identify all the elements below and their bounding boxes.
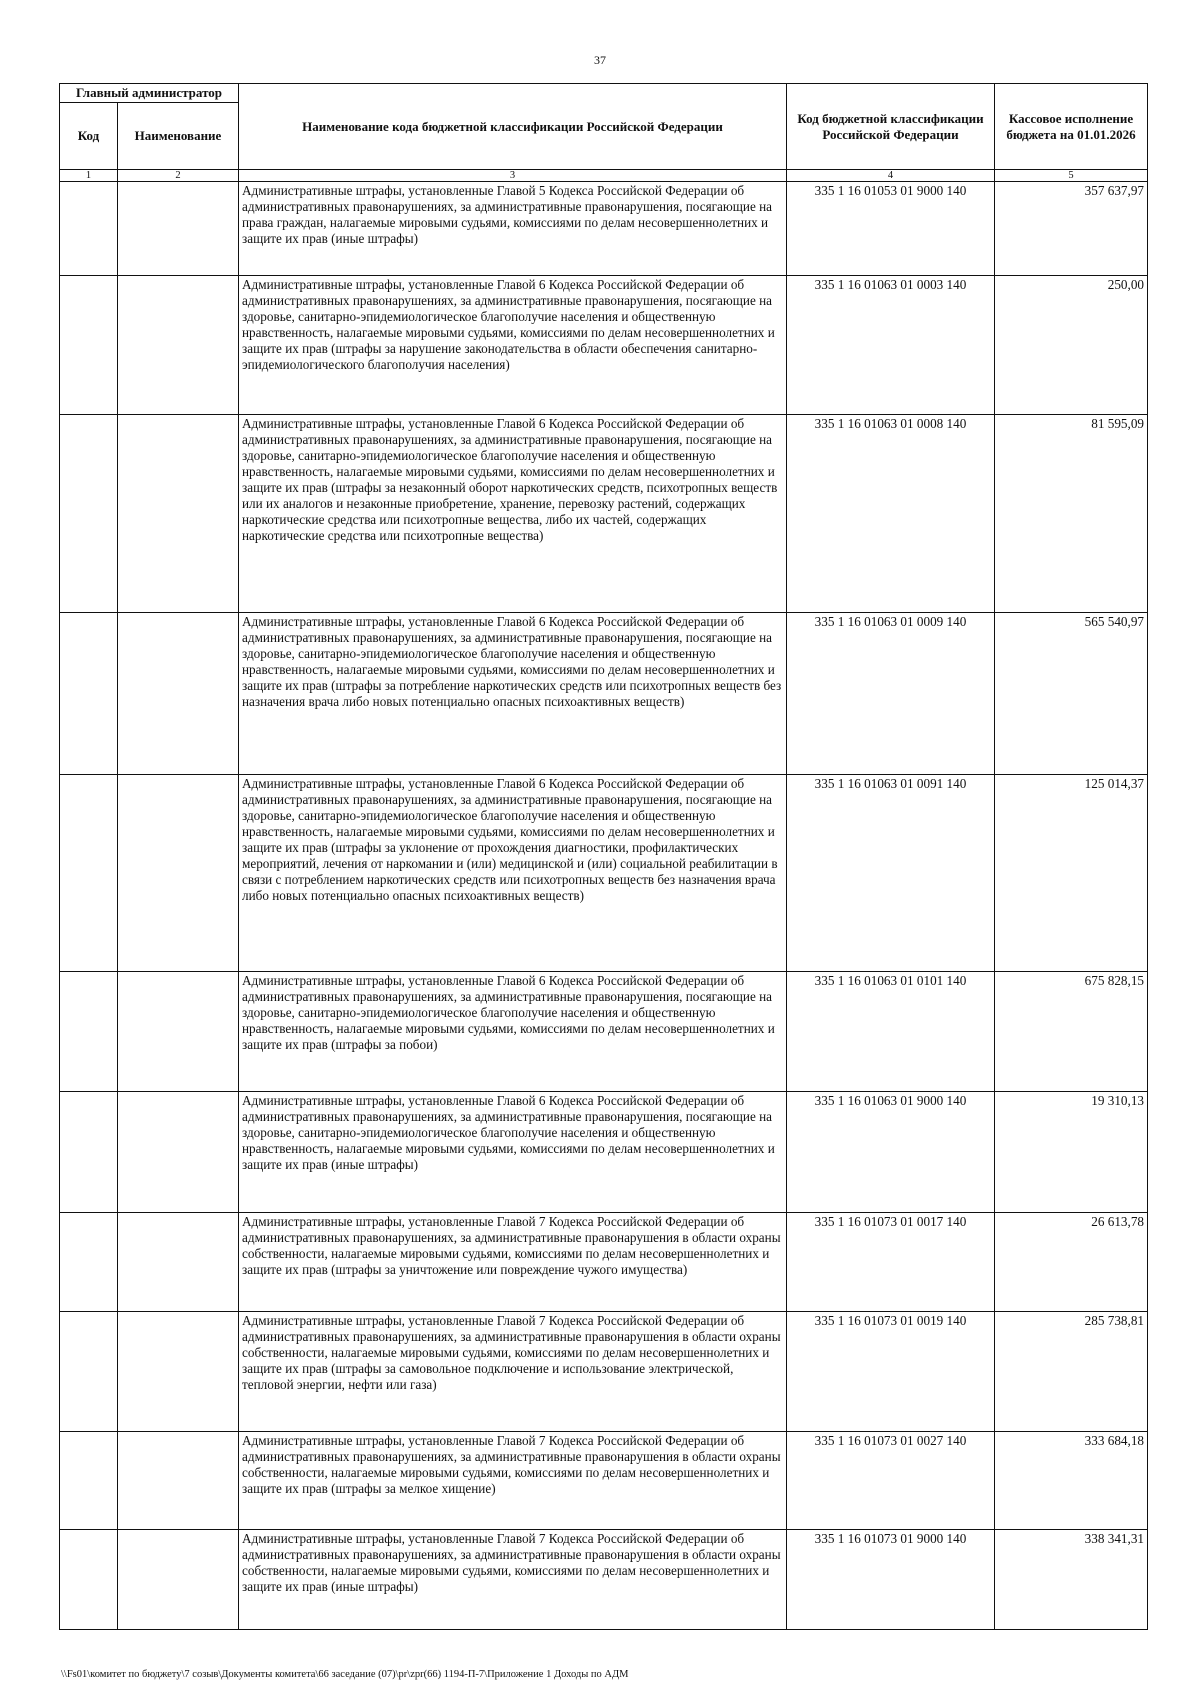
amount-cell: 26 613,78 <box>995 1213 1148 1312</box>
table-row <box>60 1312 1148 1432</box>
admin-code-cell <box>60 1530 118 1630</box>
page-number: 37 <box>594 53 606 67</box>
amount-cell: 565 540,97 <box>995 613 1148 775</box>
amount-cell: 19 310,13 <box>995 1092 1148 1213</box>
admin-code-cell <box>60 1213 118 1312</box>
description-cell: Административные штрафы, установленные Главой 6 Кодекса Российской Федерации об административных правонарушениях, за административные правонарушения, посягающие на здоровье, санитарно-эпидемиологическое благополучие населения и общественную нравственность, налагаемые мировыми судьями, комиссиями по делам несовершеннолетних и защите их прав (штрафы за нарушение законодательства в области обеспечения санитарно-эпидемиологического благополучия населения) <box>239 276 787 415</box>
header-description: Наименование кода бюджетной классификации Российской Федерации <box>239 84 787 170</box>
admin-name-cell <box>118 1213 239 1312</box>
admin-code-cell <box>60 415 118 613</box>
header-main-administrator: Главный администратор <box>60 84 239 103</box>
column-number: 1 <box>60 170 118 182</box>
admin-code-cell <box>60 276 118 415</box>
description-cell: Административные штрафы, установленные Главой 7 Кодекса Российской Федерации об административных правонарушениях, за административные правонарушения в области охраны собственности, налагаемые мировыми судьями, комиссиями по делам несовершеннолетних и защите их прав (штрафы за мелкое хищение) <box>239 1432 787 1530</box>
admin-name-cell <box>118 1312 239 1432</box>
column-number: 5 <box>995 170 1148 182</box>
description-cell: Административные штрафы, установленные Главой 6 Кодекса Российской Федерации об административных правонарушениях, за административные правонарушения, посягающие на здоровье, санитарно-эпидемиологическое благополучие населения и общественную нравственность, налагаемые мировыми судьями, комиссиями по делам несовершеннолетних и защите их прав (иные штрафы) <box>239 1092 787 1213</box>
kbk-code-cell: 335 1 16 01073 01 0017 140 <box>787 1213 995 1312</box>
admin-code-cell <box>60 972 118 1092</box>
kbk-code-cell: 335 1 16 01073 01 9000 140 <box>787 1530 995 1630</box>
table-row <box>60 1432 1148 1530</box>
amount-cell: 675 828,15 <box>995 972 1148 1092</box>
description-cell: Административные штрафы, установленные Главой 6 Кодекса Российской Федерации об административных правонарушениях, за административные правонарушения, посягающие на здоровье, санитарно-эпидемиологическое благополучие населения и общественную нравственность, налагаемые мировыми судьями, комиссиями по делам несовершеннолетних и защите их прав (штрафы за побои) <box>239 972 787 1092</box>
admin-name-cell <box>118 1092 239 1213</box>
kbk-code-cell: 335 1 16 01063 01 9000 140 <box>787 1092 995 1213</box>
admin-code-cell <box>60 613 118 775</box>
amount-cell: 285 738,81 <box>995 1312 1148 1432</box>
kbk-code-cell: 335 1 16 01073 01 0019 140 <box>787 1312 995 1432</box>
kbk-code-cell: 335 1 16 01063 01 0101 140 <box>787 972 995 1092</box>
description-cell: Административные штрафы, установленные Главой 6 Кодекса Российской Федерации об административных правонарушениях, за административные правонарушения, посягающие на здоровье, санитарно-эпидемиологическое благополучие населения и общественную нравственность, налагаемые мировыми судьями, комиссиями по делам несовершеннолетних и защите их прав (штрафы за незаконный оборот наркотических средств, психотропных веществ или их аналогов и незаконные приобретение, хранение, перевозку растений, содержащих наркотические средства или психотропные вещества, либо их частей, содержащих наркотические средства или психотропные вещества) <box>239 415 787 613</box>
header-code: Код <box>60 103 118 170</box>
description-cell: Административные штрафы, установленные Главой 7 Кодекса Российской Федерации об административных правонарушениях, за административные правонарушения в области охраны собственности, налагаемые мировыми судьями, комиссиями по делам несовершеннолетних и защите их прав (штрафы за самовольное подключение и использование электрической, тепловой энергии, нефти или газа) <box>239 1312 787 1432</box>
admin-name-cell <box>118 613 239 775</box>
footer-file-path: \\Fs01\комитет по бюджету\7 созыв\Документы комитета\66 заседание (07)\pr\zpr(66) 1194-П-7\Приложение 1 Доходы по АДМ <box>61 1669 629 1680</box>
description-cell: Административные штрафы, установленные Главой 7 Кодекса Российской Федерации об административных правонарушениях, за административные правонарушения в области охраны собственности, налагаемые мировыми судьями, комиссиями по делам несовершеннолетних и защите их прав (иные штрафы) <box>239 1530 787 1630</box>
table-row <box>60 613 1148 775</box>
amount-cell: 333 684,18 <box>995 1432 1148 1530</box>
admin-code-cell <box>60 1092 118 1213</box>
table-row <box>60 775 1148 972</box>
amount-cell: 125 014,37 <box>995 775 1148 972</box>
description-cell: Административные штрафы, установленные Главой 6 Кодекса Российской Федерации об административных правонарушениях, за административные правонарушения, посягающие на здоровье, санитарно-эпидемиологическое благополучие населения и общественную нравственность, налагаемые мировыми судьями, комиссиями по делам несовершеннолетних и защите их прав (штрафы за уклонение от прохождения диагностики, профилактических мероприятий, лечения от наркомании и (или) медицинской и (или) социальной реабилитации в связи с потреблением наркотических средств или психотропных веществ без назначения врача либо новых потенциально опасных психоактивных веществ) <box>239 775 787 972</box>
column-number: 2 <box>118 170 239 182</box>
budget-table <box>59 83 1148 1630</box>
amount-cell: 81 595,09 <box>995 415 1148 613</box>
kbk-code-cell: 335 1 16 01063 01 0091 140 <box>787 775 995 972</box>
admin-code-cell <box>60 1312 118 1432</box>
description-cell: Административные штрафы, установленные Главой 5 Кодекса Российской Федерации об административных правонарушениях, за административные правонарушения, посягающие на права граждан, налагаемые мировыми судьями, комиссиями по делам несовершеннолетних и защите их прав (иные штрафы) <box>239 182 787 276</box>
admin-name-cell <box>118 415 239 613</box>
table-row <box>60 415 1148 613</box>
admin-name-cell <box>118 182 239 276</box>
table-row <box>60 182 1148 276</box>
header-amount: Кассовое исполнение бюджета на 01.01.2026 <box>995 84 1148 170</box>
table-row <box>60 1530 1148 1630</box>
column-number: 3 <box>239 170 787 182</box>
kbk-code-cell: 335 1 16 01063 01 0003 140 <box>787 276 995 415</box>
amount-cell: 338 341,31 <box>995 1530 1148 1630</box>
admin-name-cell <box>118 276 239 415</box>
table-row <box>60 1213 1148 1312</box>
admin-name-cell <box>118 972 239 1092</box>
admin-code-cell <box>60 182 118 276</box>
header-name: Наименование <box>118 103 239 170</box>
kbk-code-cell: 335 1 16 01063 01 0008 140 <box>787 415 995 613</box>
header-kbk: Код бюджетной классификации Российской Федерации <box>787 84 995 170</box>
table-row <box>60 972 1148 1092</box>
description-cell: Административные штрафы, установленные Главой 7 Кодекса Российской Федерации об административных правонарушениях, за административные правонарушения в области охраны собственности, налагаемые мировыми судьями, комиссиями по делам несовершеннолетних и защите их прав (штрафы за уничтожение или повреждение чужого имущества) <box>239 1213 787 1312</box>
column-number: 4 <box>787 170 995 182</box>
table-row <box>60 276 1148 415</box>
admin-name-cell <box>118 1432 239 1530</box>
amount-cell: 250,00 <box>995 276 1148 415</box>
kbk-code-cell: 335 1 16 01053 01 9000 140 <box>787 182 995 276</box>
kbk-code-cell: 335 1 16 01073 01 0027 140 <box>787 1432 995 1530</box>
admin-code-cell <box>60 1432 118 1530</box>
table-row <box>60 1092 1148 1213</box>
kbk-code-cell: 335 1 16 01063 01 0009 140 <box>787 613 995 775</box>
admin-code-cell <box>60 775 118 972</box>
admin-name-cell <box>118 775 239 972</box>
description-cell: Административные штрафы, установленные Главой 6 Кодекса Российской Федерации об административных правонарушениях, за административные правонарушения, посягающие на здоровье, санитарно-эпидемиологическое благополучие населения и общественную нравственность, налагаемые мировыми судьями, комиссиями по делам несовершеннолетних и защите их прав (штрафы за потребление наркотических средств или психотропных веществ без назначения врача либо новых потенциально опасных психоактивных веществ) <box>239 613 787 775</box>
amount-cell: 357 637,97 <box>995 182 1148 276</box>
column-numbers-row <box>60 170 1148 182</box>
admin-name-cell <box>118 1530 239 1630</box>
